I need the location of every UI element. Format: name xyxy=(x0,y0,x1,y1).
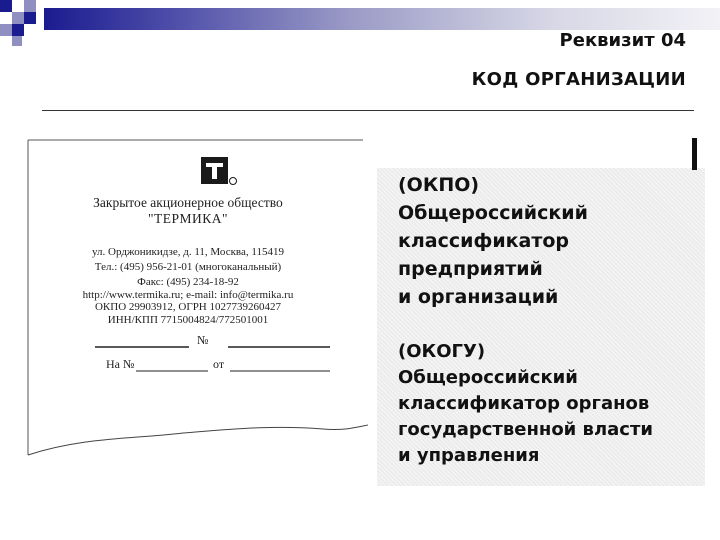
panel-edge-bar xyxy=(692,138,697,170)
reference-from: от xyxy=(213,357,225,371)
company-fax: Факс: (495) 234-18-92 xyxy=(137,276,239,288)
okogu-description-line: классификатор органов xyxy=(398,393,650,414)
okogu-block xyxy=(398,339,653,469)
okogu-description-line: Общероссийский xyxy=(398,367,578,388)
slide-subtitle: КОД ОРГАНИЗАЦИИ xyxy=(471,69,686,90)
okogu-description-line: государственной власти xyxy=(398,419,653,440)
reference-prefix: На № xyxy=(106,357,135,371)
okpo-code: (ОКПО) xyxy=(398,174,480,196)
termika-logo xyxy=(201,157,237,185)
company-inn-kpp: ИНН/КПП 7715004824/772501001 xyxy=(107,314,269,326)
company-okpo-ogrn: ОКПО 29903912, ОГРН 1027739260427 xyxy=(94,301,282,313)
slide-title: Реквизит 04 xyxy=(559,30,686,51)
company-phone: Тел.: (495) 956-21-01 (многоканальный) xyxy=(94,261,282,273)
okpo-block xyxy=(398,171,588,311)
number-sign: № xyxy=(197,333,209,347)
okpo-description-line: предприятий xyxy=(398,258,543,280)
okogu-code: (ОКОГУ) xyxy=(398,341,486,362)
okpo-description-line: классификатор xyxy=(398,230,570,252)
header-divider xyxy=(42,110,694,111)
okpo-description-line: Общероссийский xyxy=(398,202,588,224)
company-address: ул. Орджоникидзе, д. 11, Москва, 115419 xyxy=(92,246,284,258)
okogu-description-line: и управления xyxy=(398,445,540,466)
letterhead-scan xyxy=(23,137,383,482)
okpo-description-line: и организаций xyxy=(398,286,559,308)
company-type: Закрытое акционерное общество xyxy=(93,195,283,210)
header-gradient-band xyxy=(44,8,720,30)
company-name: "ТЕРМИКА" xyxy=(147,211,229,226)
company-web-email: http://www.termika.ru; e-mail: info@termika.ru xyxy=(82,289,294,301)
